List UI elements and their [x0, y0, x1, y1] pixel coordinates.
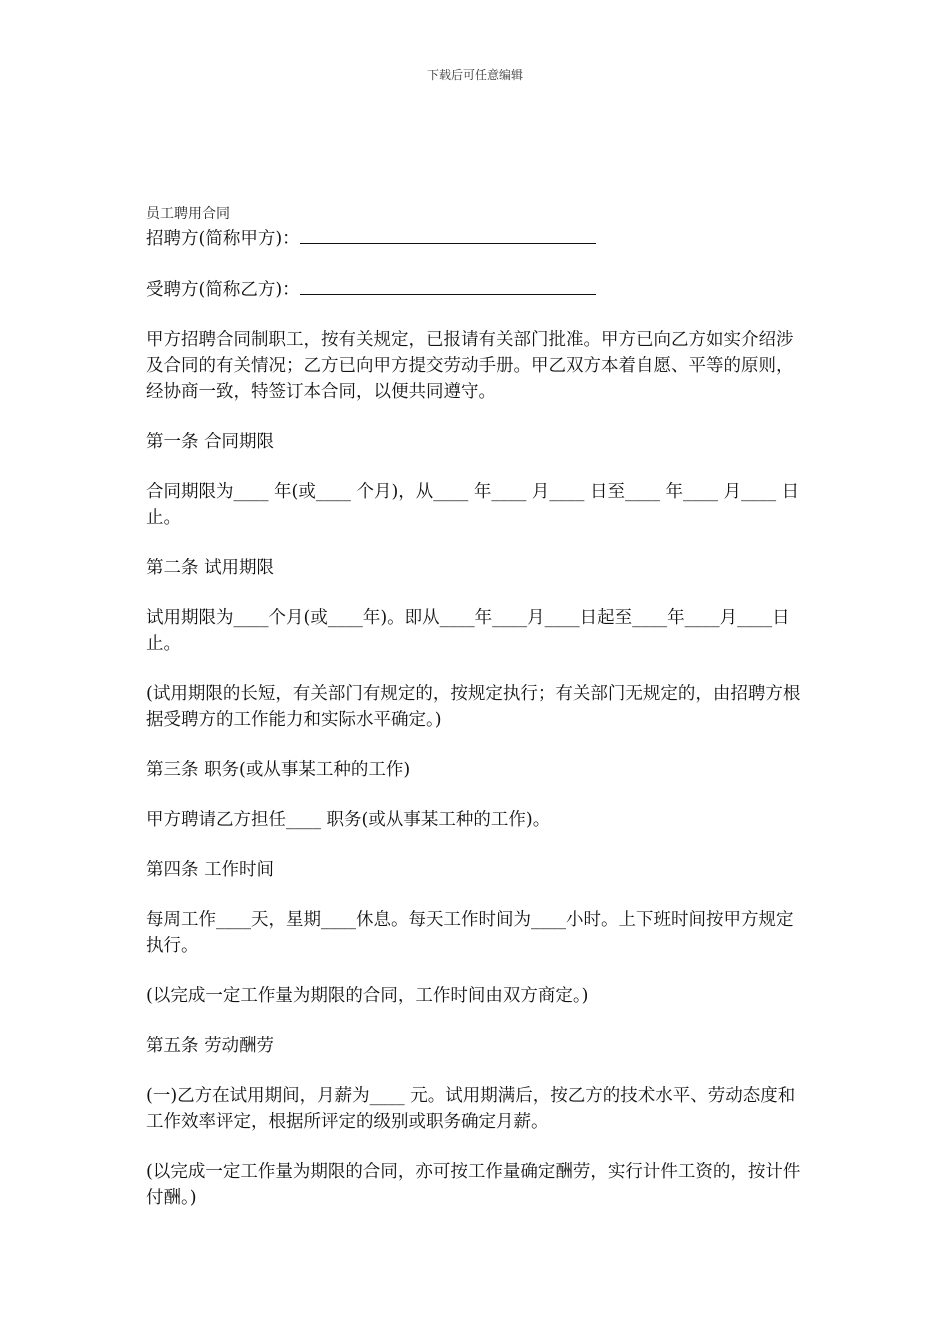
document-body — [146, 225, 806, 1211]
article-5-note: (以完成一定工作量为期限的合同，亦可按工作量确定酬劳，实行计件工资的，按计件付酬。) — [146, 1162, 801, 1208]
intro-paragraph: 甲方招聘合同制职工，按有关规定，已报请有关部门批准。甲方已向乙方如实介绍涉及合同的有关情况；乙方已向甲方提交劳动手册。甲乙双方本着自愿、平等的原则，经协商一致，特签订本合同，以便共同遵守。 — [146, 330, 794, 402]
article-4-heading: 第四条 工作时间 — [146, 860, 275, 880]
article-3-heading: 第三条 职务(或从事某工种的工作) — [146, 760, 411, 780]
article-2-body: 试用期限为____个月(或____年)。即从____年____月____日起至____年____月____日止。 — [146, 608, 790, 654]
party-a-line — [146, 225, 806, 252]
party-b-label: 受聘方(简称乙方)： — [146, 280, 300, 300]
party-a-label: 招聘方(简称甲方)： — [146, 229, 300, 249]
article-4-body: 每周工作____天，星期____休息。每天工作时间为____小时。上下班时间按甲方规定执行。 — [146, 910, 794, 956]
article-3-body: 甲方聘请乙方担任____ 职务(或从事某工种的工作)。 — [146, 810, 551, 830]
article-2-note: (试用期限的长短，有关部门有规定的，按规定执行；有关部门无规定的，由招聘方根据受聘方的工作能力和实际水平确定。) — [146, 684, 801, 730]
article-4-note: (以完成一定工作量为期限的合同，工作时间由双方商定。) — [146, 986, 589, 1006]
party-b-line — [146, 276, 806, 303]
party-a-blank — [300, 225, 596, 244]
article-2-heading: 第二条 试用期限 — [146, 558, 275, 578]
article-5-heading: 第五条 劳动酬劳 — [146, 1036, 275, 1056]
article-5-body: (一)乙方在试用期间，月薪为____ 元。试用期满后，按乙方的技术水平、劳动态度和工作效率评定，根据所评定的级别或职务确定月薪。 — [146, 1086, 796, 1132]
article-1-body: 合同期限为____ 年(或____ 个月)，从____ 年____ 月____ 日至____ 年____ 月____ 日止。 — [146, 482, 800, 528]
article-1-heading: 第一条 合同期限 — [146, 432, 275, 452]
document-title: 员工聘用合同 — [146, 206, 230, 222]
party-b-blank — [300, 276, 596, 295]
header-note: 下载后可任意编辑 — [426, 68, 523, 82]
